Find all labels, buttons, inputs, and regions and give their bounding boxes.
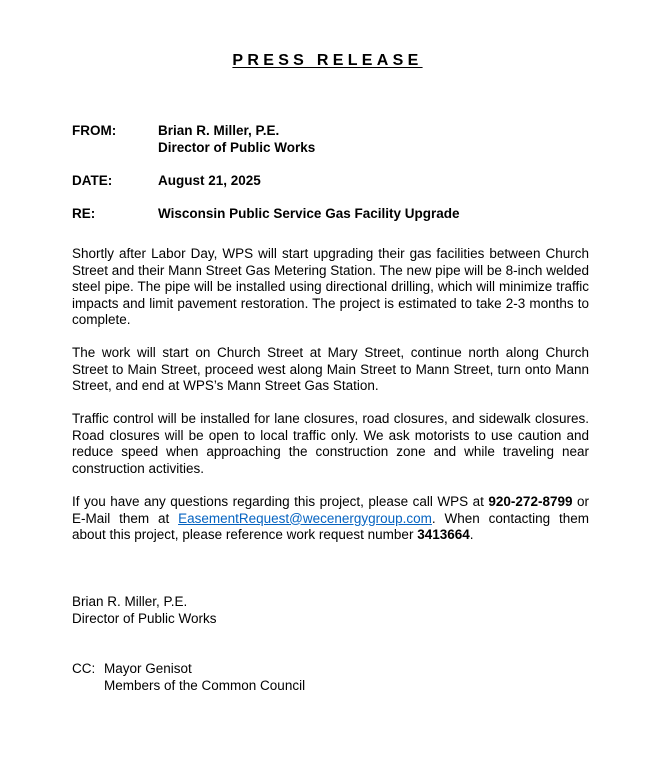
paragraph-2: The work will start on Church Street at Mary Street, continue north along Church Street to Main Street, proceed west along Main Street to Mann Street, turn onto Mann Street, and end at WPS’s Mann Street Gas Station.	[72, 345, 589, 393]
paragraph-1: Shortly after Labor Day, WPS will start upgrading their gas facilities between Church Street and their Mann Street Gas Metering Station. The new pipe will be 8-inch welded steel pipe. The pipe will be installed using directional drilling, which will minimize traffic impacts and limit pavement restoration. The project is estimated to take 2-3 months to complete.	[72, 246, 589, 327]
cc-line-1: Mayor Genisot	[104, 661, 192, 676]
from-label: FROM:	[72, 123, 117, 138]
cc-line-2: Members of the Common Council	[104, 678, 306, 693]
email-link[interactable]: EasementRequest@wecenergygroup.com	[178, 510, 432, 526]
p4-end: .	[469, 527, 474, 542]
work-request-number: 3413664	[417, 527, 470, 542]
from-title: Director of Public Works	[158, 140, 316, 155]
paragraph-3: Traffic control will be installed for lane closures, road closures, and sidewalk closures. Road closures will be open to local traffic only. We ask motorists to use caution and reduce speed when approaching the construction zone and while traveling near construction activities.	[72, 411, 589, 476]
from-name: Brian R. Miller, P.E.	[158, 123, 280, 138]
date-label: DATE:	[72, 173, 113, 188]
p4-pre: If you have any questions regarding this project, please call WPS at	[72, 494, 489, 509]
cc-label: CC:	[72, 661, 96, 676]
re-label: RE:	[72, 206, 96, 221]
phone-number: 920-272-8799	[488, 494, 573, 509]
date-value: August 21, 2025	[158, 173, 261, 188]
p4-mid2: . When contacting them about this project, please reference work request number	[72, 510, 590, 542]
signature-title: Director of Public Works	[72, 611, 217, 626]
paragraph-4	[72, 494, 589, 544]
p4-mid: or E-Mail them at	[72, 494, 589, 526]
signature-name: Brian R. Miller, P.E.	[72, 594, 188, 609]
re-value: Wisconsin Public Service Gas Facility Upgrade	[158, 206, 460, 221]
page-title: PRESS RELEASE	[232, 52, 423, 69]
